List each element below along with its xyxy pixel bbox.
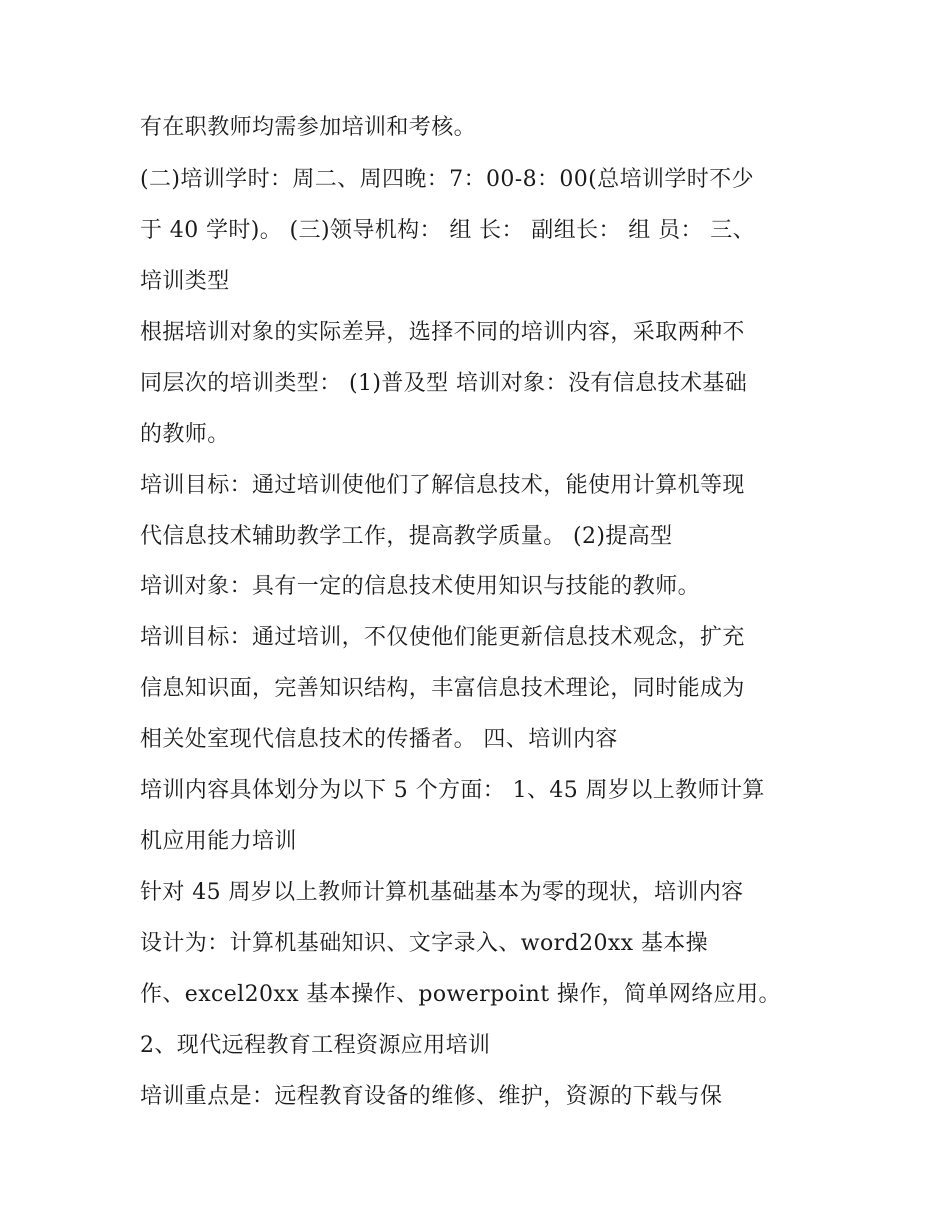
text-line: 机应用能力培训 [140,829,297,854]
text-line: 培训对象：具有一定的信息技术使用知识与技能的教师。 [140,574,701,599]
text-line: 同层次的培训类型： (1)普及型 培训对象：没有信息技术基础 [140,371,748,396]
text-line: 有在职教师均需参加培训和考核。 [140,115,477,140]
text-line: 培训目标：通过培训使他们了解信息技术，能使用计算机等现 [140,473,745,498]
text-line: 培训类型 [140,269,230,294]
text-line: 设计为：计算机基础知识、文字录入、word20xx 基本操 [140,931,709,956]
text-line: 相关处室现代信息技术的传播者。 四、培训内容 [140,727,618,752]
text-line: 根据培训对象的实际差异，选择不同的培训内容，采取两种不 [140,320,745,345]
text-line: (二)培训学时：周二、周四晚：7：00-8：00(总培训学时不少 [140,167,754,192]
text-line: 于 40 学时)。 (三)领导机构： 组 长： 副组长： 组 员： 三、 [140,218,756,243]
text-line: 培训目标：通过培训，不仅使他们能更新信息技术观念，扩充 [140,625,745,650]
text-line: 信息知识面，完善知识结构，丰富信息技术理论，同时能成为 [140,676,745,701]
text-line: 培训内容具体划分为以下 5 个方面： 1、45 周岁以上教师计算 [140,778,765,803]
text-line: 2、现代远程教育工程资源应用培训 [140,1033,491,1058]
text-line: 作、excel20xx 基本操作、powerpoint 操作，简单网络应用。 [140,982,781,1007]
text-line: 培训重点是：远程教育设备的维修、维护，资源的下载与保 [140,1084,723,1109]
text-line: 针对 45 周岁以上教师计算机基础基本为零的现状，培训内容 [140,880,744,905]
text-line: 代信息技术辅助教学工作，提高教学质量。 (2)提高型 [140,524,673,549]
text-line: 的教师。 [140,422,230,447]
